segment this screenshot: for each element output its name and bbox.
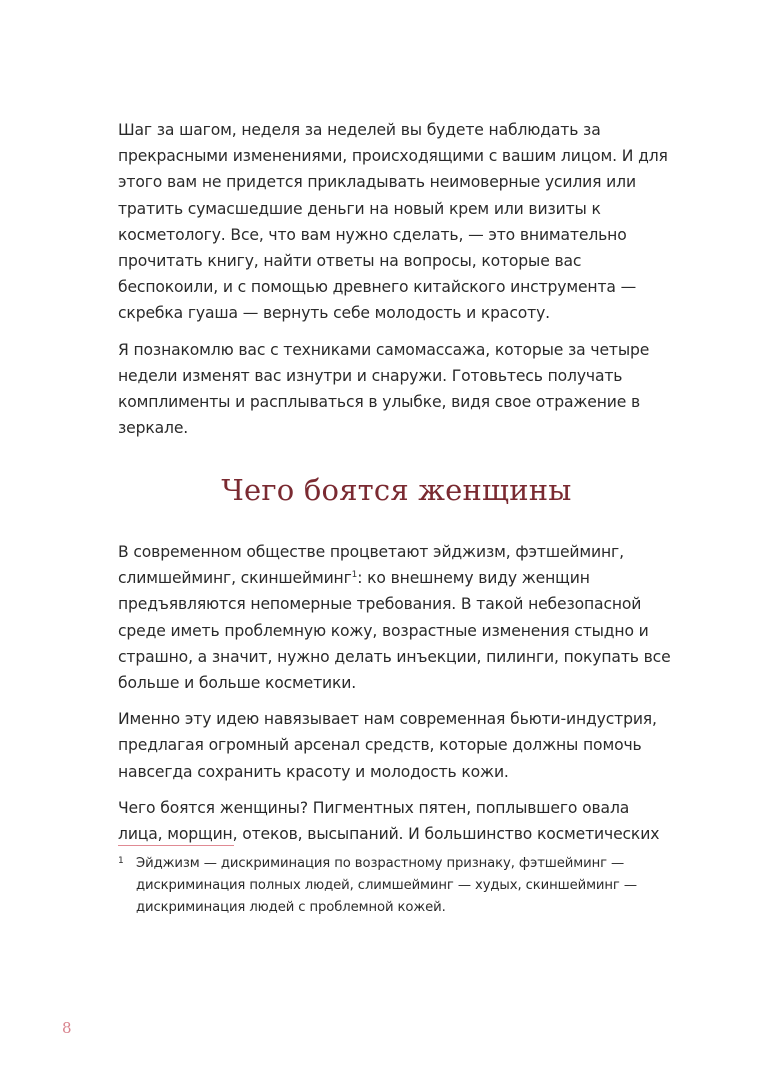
section-paragraph-2: Именно эту идею навязывает нам современная бьюти-индустрия, предлагая огромный арсенал средств, которые должны помочь навсегда сохранить красоту и молодость кожи. xyxy=(118,710,657,781)
section-paragraph-3: Чего боятся женщины? Пигментных пятен, поплывшего овала лица, морщин, отеков, высыпаний. И большинство косметических xyxy=(118,798,660,844)
paragraph-1-start: В современном обществе процветают эйджизм, фэтшейминг, слимшейминг, скиншейминг xyxy=(118,543,624,588)
intro-text xyxy=(118,117,675,441)
section-heading: Чего боятся женщины xyxy=(221,473,572,507)
intro-paragraph-1: Шаг за шагом, неделя за неделей вы будете наблюдать за прекрасными изменениями, происходящими с вашим лицом. И для этого вам не придется прикладывать неимоверные усилия или тратить сумасшедшие деньги на новый крем или визиты к косметологу. Все, что вам нужно сделать, — это внимательно прочитать книгу, найти ответы на вопросы, которые вас беспокоили, и с помощью древнего китайского инструмента — скребка гуаша — вернуть себе молодость и красоту. xyxy=(118,121,668,323)
section-paragraph-1 xyxy=(118,539,675,696)
paragraph-1-end: : ко внешнему виду женщин предъявляются непомерные требования. В такой небезопасной среде иметь проблемную кожу, возрастные изменения стыдно и страшно, а значит, нужно делать инъекции, пилинги, покупать все больше и больше косметики. xyxy=(118,569,671,693)
footnote-number: 1 xyxy=(118,856,124,866)
footnote-text: Эйджизм — дискриминация по возрастному признаку, фэтшейминг — дискриминация полных людей, слимшейминг — худых, скиншейминг — дискриминация людей с проблемной кожей. xyxy=(136,856,637,915)
footnote xyxy=(118,853,675,919)
footnote-reference[interactable]: 1 xyxy=(351,570,358,581)
footnote-divider xyxy=(118,845,234,846)
page-number: 8 xyxy=(62,1019,72,1037)
section-body xyxy=(118,539,675,847)
intro-paragraph-2: Я познакомлю вас с техниками самомассажа, которые за четыре недели изменят вас изнутри и снаружи. Готовьтесь получать комплименты и расплываться в улыбке, видя свое отражение в зеркале. xyxy=(118,340,650,438)
